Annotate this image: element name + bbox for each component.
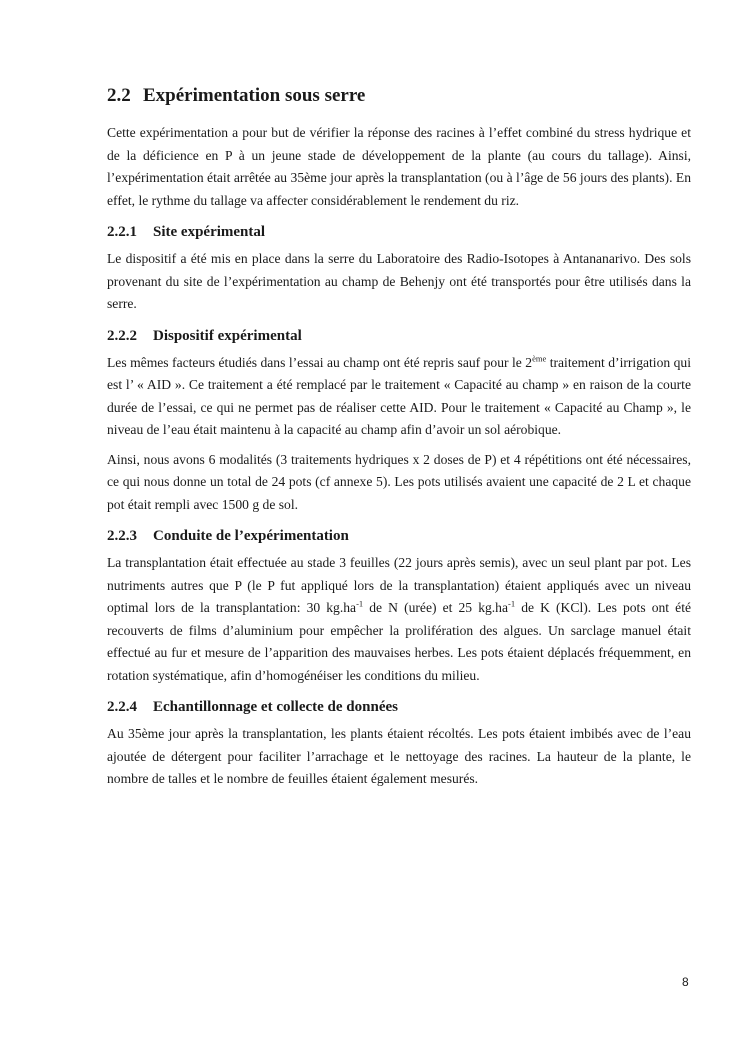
subsection-number: 2.2.4 (107, 699, 137, 715)
page-number: 8 (682, 975, 689, 989)
site-paragraph: Le dispositif a été mis en place dans la serre du Laboratoire des Radio-Isotopes à Antananarivo. Des sols provenant du site de l’expérimentation au champ de Behenjy ont été transportés pour être utilisés dans la serre. (107, 251, 691, 311)
text-run: de N (urée) et 25 kg.ha (363, 600, 509, 615)
subsection-number: 2.2.1 (107, 224, 137, 240)
subsection-title: Site expérimental (153, 224, 266, 240)
text-run: Les mêmes facteurs étudiés dans l’essai au champ ont été repris sauf pour le 2 (107, 354, 533, 370)
text-run: traitement d’irrigation qui est l’ « AID ». Ce traitement a été remplacé par le traitement « Capacité au champ » en raison de la courte durée de l’essai, ce qui ne permet pas de réaliser cette AID. Pour le traitement « Capacité au Champ », le niveau de l’eau était maintenu à la capacité au champ afin d’avoir un sol aérobique. (107, 354, 691, 437)
section-title: Expérimentation sous serre (143, 85, 366, 106)
subsection-heading-dispositif (107, 326, 691, 346)
text-run: de K (KCl). Les pots ont été recouverts de films d’aluminium pour empêcher la prolifération des algues. Un sarclage manuel était effectué au fur et mesure de l’apparition des mauvaises herbes. Les pots étaient déplacés fréquemment, en rotation systématique, afin d’homogénéiser les conditions du milieu. (107, 600, 692, 683)
section-heading (107, 84, 691, 108)
intro-paragraph: Cette expérimentation a pour but de vérifier la réponse des racines à l’effet combiné du stress hydrique et de la déficience en P à un jeune stade de développement de la plante (au cours du tallage). Ainsi, l’expérimentation était arrêtée au 35ème jour après la transplantation (ou à l’âge de 56 jours des plants). En effet, le rythme du tallage va affecter considérablement le rendement du riz. (107, 125, 691, 208)
dispositif-paragraph-2: Ainsi, nous avons 6 modalités (3 traitements hydriques x 2 doses de P) et 4 répétitions ont été nécessaires, ce qui nous donne un total de 24 pots (cf annexe 5). Les pots utilisés avaient une capacité de 2 L et chaque pot était rempli avec 1500 g de sol. (107, 451, 691, 512)
subsection-number: 2.2.3 (107, 528, 137, 544)
text-run: La transplantation était effectuée au stade 3 feuilles (22 jours après semis), avec un seul plant par pot. Les nutriments autres que P (le P fut appliqué lors de la transplantation) étaient appliqués avec un niveau optimal lors de la transplantation: 30 kg.ha (107, 555, 691, 615)
subsection-heading-conduite (107, 526, 691, 546)
superscript: -1 (508, 598, 516, 609)
superscript: ème (532, 352, 547, 363)
subsection-title: Conduite de l’expérimentation (153, 528, 349, 544)
subsection-heading-site (107, 222, 691, 242)
subsection-heading-echantillonnage (107, 697, 691, 717)
section-number: 2.2 (107, 85, 131, 106)
subsection-number: 2.2.2 (107, 327, 137, 344)
echantillonnage-paragraph: Au 35ème jour après la transplantation, les plants étaient récoltés. Les pots étaient imbibés avec de l’eau ajoutée de détergent pour faciliter l’arrachage et le nettoyage des racines. La hauteur de la plante, le nombre de talles et le nombre de feuilles étaient également mesurés. (107, 726, 691, 786)
document-page (107, 84, 691, 798)
subsection-title: Dispositif expérimental (153, 327, 302, 344)
subsection-title: Echantillonnage et collecte de données (153, 699, 398, 715)
conduite-paragraph (107, 552, 691, 687)
superscript: -1 (356, 598, 364, 609)
dispositif-paragraph-1 (107, 352, 691, 442)
